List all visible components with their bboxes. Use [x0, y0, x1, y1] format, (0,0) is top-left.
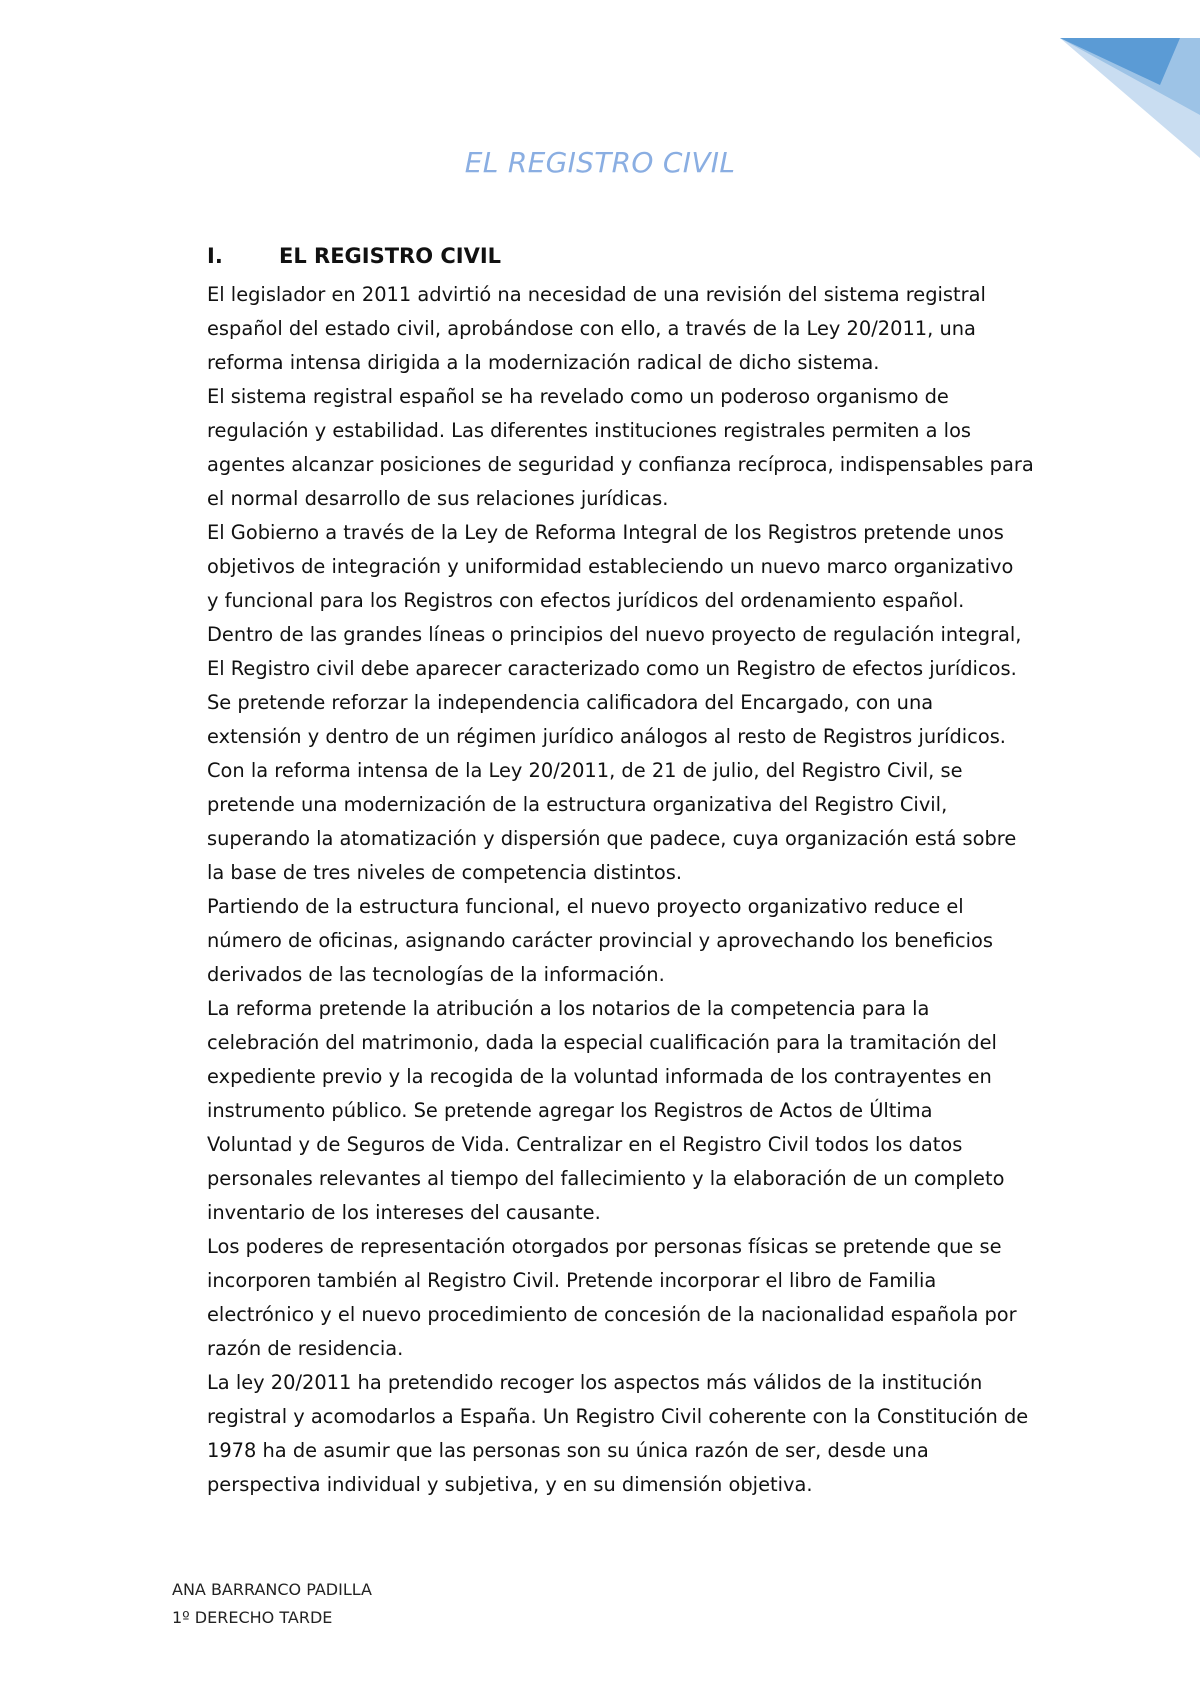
body-line: objetivos de integración y uniformidad estableciendo un nuevo marco organizativo — [207, 555, 1014, 578]
body-line: La ley 20/2011 ha pretendido recoger los aspectos más válidos de la institución — [207, 1371, 983, 1394]
section-heading-text: EL REGISTRO CIVIL — [279, 244, 502, 268]
body-line: electrónico y el nuevo procedimiento de concesión de la nacionalidad española por — [207, 1303, 1017, 1326]
body-line: expediente previo y la recogida de la voluntad informada de los contrayentes en — [207, 1065, 992, 1088]
body-line: Voluntad y de Seguros de Vida. Centralizar en el Registro Civil todos los datos — [207, 1133, 963, 1156]
body-line: El Registro civil debe aparecer caracterizado como un Registro de efectos jurídicos. — [207, 657, 1017, 680]
body-line: El legislador en 2011 advirtió na necesidad de una revisión del sistema registral — [207, 283, 986, 306]
body-line: derivados de las tecnologías de la información. — [207, 963, 665, 986]
body-line: regulación y estabilidad. Las diferentes instituciones registrales permiten a los — [207, 419, 972, 442]
body-line: pretende una modernización de la estructura organizativa del Registro Civil, — [207, 793, 948, 816]
body-line: extensión y dentro de un régimen jurídico análogos al resto de Registros jurídicos. — [207, 725, 1006, 748]
body-text — [207, 278, 1047, 1502]
body-line: la base de tres niveles de competencia distintos. — [207, 861, 683, 884]
body-line: Con la reforma intensa de la Ley 20/2011, de 21 de julio, del Registro Civil, se — [207, 759, 963, 782]
body-line: Se pretende reforzar la independencia calificadora del Encargado, con una — [207, 691, 934, 714]
body-line: razón de residencia. — [207, 1337, 404, 1360]
body-line: 1978 ha de asumir que las personas son su única razón de ser, desde una — [207, 1439, 929, 1462]
body-line: La reforma pretende la atribución a los notarios de la competencia para la — [207, 997, 930, 1020]
body-line: superando la atomatización y dispersión que padece, cuya organización está sobre — [207, 827, 1017, 850]
body-line: número de oficinas, asignando carácter provincial y aprovechando los beneficios — [207, 929, 993, 952]
corner-decoration — [1030, 0, 1200, 160]
body-line: celebración del matrimonio, dada la especial cualificación para la tramitación del — [207, 1031, 997, 1054]
body-line: Dentro de las grandes líneas o principios del nuevo proyecto de regulación integral, — [207, 623, 1022, 646]
body-line: Los poderes de representación otorgados por personas físicas se pretende que se — [207, 1235, 1002, 1258]
body-line: El sistema registral español se ha revelado como un poderoso organismo de — [207, 385, 949, 408]
body-line: español del estado civil, aprobándose con ello, a través de la Ley 20/2011, una — [207, 317, 976, 340]
footer-author: ANA BARRANCO PADILLA — [172, 1580, 372, 1599]
footer-course: 1º DERECHO TARDE — [172, 1608, 333, 1627]
body-line: registral y acomodarlos a España. Un Registro Civil coherente con la Constitución de — [207, 1405, 1029, 1428]
body-line: y funcional para los Registros con efectos jurídicos del ordenamiento español. — [207, 589, 965, 612]
body-line: reforma intensa dirigida a la modernización radical de dicho sistema. — [207, 351, 880, 374]
body-line: el normal desarrollo de sus relaciones jurídicas. — [207, 487, 669, 510]
body-line: inventario de los intereses del causante. — [207, 1201, 601, 1224]
document-title: EL REGISTRO CIVIL — [464, 146, 736, 179]
body-line: El Gobierno a través de la Ley de Reforma Integral de los Registros pretende unos — [207, 521, 1004, 544]
body-line: instrumento público. Se pretende agregar los Registros de Actos de Última — [207, 1099, 933, 1122]
section-number: I. — [207, 244, 223, 268]
body-line: personales relevantes al tiempo del fallecimiento y la elaboración de un completo — [207, 1167, 1005, 1190]
body-line: Partiendo de la estructura funcional, el nuevo proyecto organizativo reduce el — [207, 895, 964, 918]
body-line: incorporen también al Registro Civil. Pretende incorporar el libro de Familia — [207, 1269, 937, 1292]
page-footer — [172, 1576, 372, 1632]
section-heading — [207, 244, 501, 268]
body-line: agentes alcanzar posiciones de seguridad y confianza recíproca, indispensables para — [207, 453, 1034, 476]
body-line: perspectiva individual y subjetiva, y en su dimensión objetiva. — [207, 1473, 813, 1496]
